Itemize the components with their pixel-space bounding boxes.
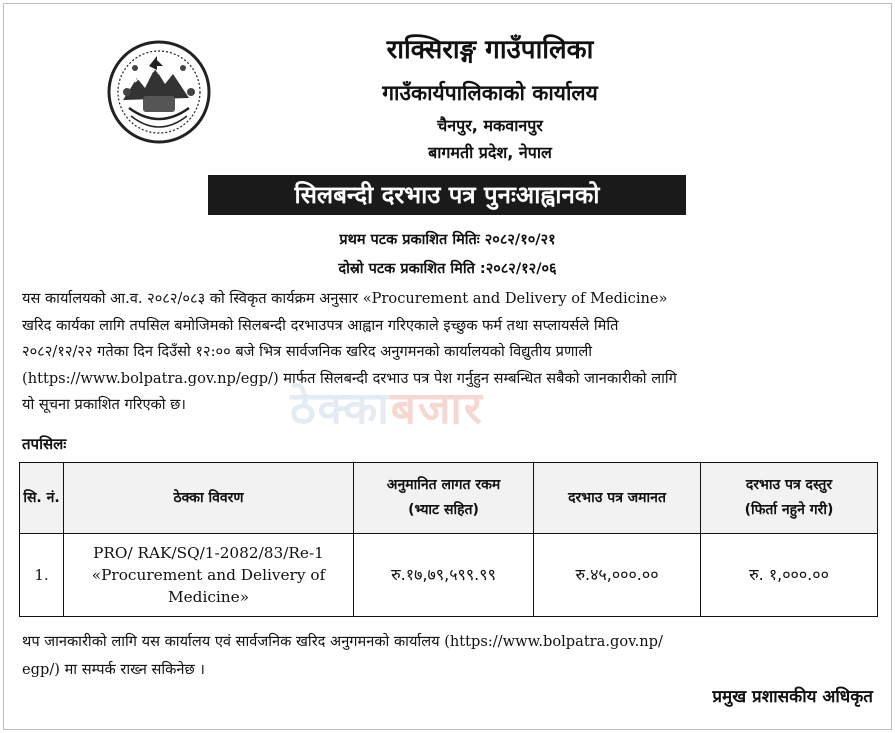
office-name: गाउँकार्यपालिकाको कार्यालय (382, 81, 598, 105)
row-description-line-2: «Procurement and Delivery of (91, 566, 326, 584)
row-contract-description (64, 534, 354, 617)
row-bid-security: रु.४५,०००.०० (534, 534, 701, 617)
tapsil-label: तपसिलः (22, 435, 67, 453)
header-estimated-cost (354, 463, 534, 534)
header-bid-fee-line-1: दरभाउ पत्र दस्तुर (745, 477, 833, 493)
row-description-line-3: Medicine» (167, 588, 250, 606)
header-estimated-cost-line-2: (भ्याट सहित) (408, 502, 479, 518)
row-description-line-1: PRO/ RAK/SQ/1-2082/83/Re-1 (93, 544, 324, 562)
row-bid-fee: रु. १,०००.०० (701, 534, 878, 617)
municipality-name: राक्सिराङ्ग गाउँपालिका (386, 35, 594, 65)
header-bid-security: दरभाउ पत्र जमानत (534, 463, 701, 534)
office-address: चैनपुर, मकवानपुर (437, 116, 543, 135)
header-contract-details: ठेक्का विवरण (64, 463, 354, 534)
body-line-5: यो सूचना प्रकाशित गरिएको छ। (22, 396, 186, 413)
row-serial-number: 1. (20, 534, 64, 617)
table-header-row (20, 463, 878, 534)
nepal-emblem-icon (105, 38, 213, 146)
notice-title-banner: सिलबन्दी दरभाउ पत्र पुनःआह्वानको (208, 175, 686, 215)
province-name: बागमती प्रदेश, नेपाल (428, 143, 552, 162)
header-estimated-cost-line-1: अनुमानित लागत रकम (386, 477, 501, 493)
body-line-3: २०८२/१२/२२ गतेका दिन दिउँसो १२:०० बजे भित्र सार्वजनिक खरिद अनुगमनको कार्यालयको विद्युतीय प्रणाली (22, 343, 592, 360)
body-line-4: (https://www.bolpatra.gov.np/egp/) मार्फत सिलबन्दी दरभाउ पत्र पेश गर्नुहुन सम्बन्धित सबैको जानकारीको लागि (22, 369, 677, 387)
header-serial-number: सि. नं. (20, 463, 64, 534)
watermark-part-1: ठेक्का (290, 383, 391, 434)
footer-line-2: egp/) मा सम्पर्क राख्न सकिनेछ । (22, 661, 205, 678)
notice-body (22, 286, 878, 419)
signatory-title: प्रमुख प्रशासकीय अधिकृत (712, 687, 873, 707)
watermark-part-2: बजार (390, 383, 484, 434)
header-bid-fee-line-2: (फिर्ता नहुने गरी) (744, 502, 834, 518)
body-line-1: यस कार्यालयको आ.व. २०८२/०८३ को स्विकृत कार्यक्रम अनुसार «Procurement and Delivery of Medicine» (22, 290, 668, 307)
header-bid-fee (701, 463, 878, 534)
footer-note (22, 628, 878, 684)
table-row (20, 534, 878, 617)
first-publish-date: प्रथम पटक प्रकाशित मितिः २०८२/१०/२१ (339, 232, 556, 248)
tender-details-table (19, 462, 878, 617)
body-line-2: खरिद कार्यका लागि तपसिल बमोजिमको सिलबन्दी दरभाउपत्र आह्वान गरिएकाले इच्छुक फर्म तथा सप्लायर्सले मिति (22, 316, 619, 334)
row-estimated-cost: रु.१७,७९,५९९.९९ (354, 534, 534, 617)
second-publish-date: दोस्रो पटक प्रकाशित मिति :२०८२/१२/०६ (338, 261, 557, 277)
footer-line-1: थप जानकारीको लागि यस कार्यालय एवं सार्वजनिक खरिद अनुगमनको कार्यालय (https://www.bolpatra.gov.np/ (22, 633, 663, 650)
